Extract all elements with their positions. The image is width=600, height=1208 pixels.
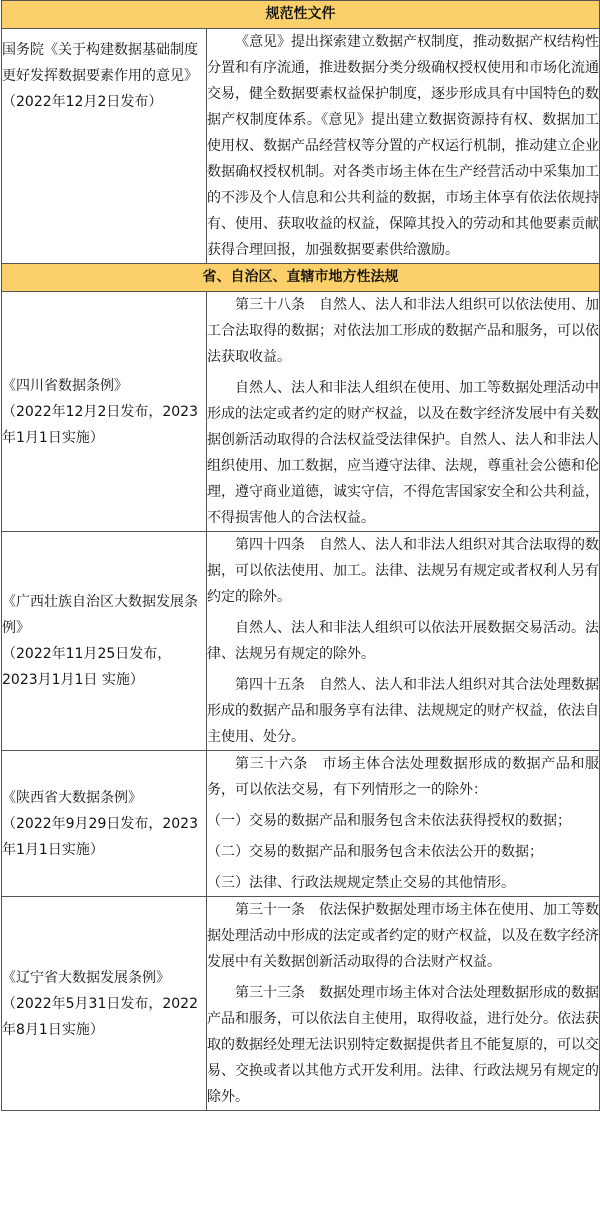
content-paragraph: 自然人、法人和非法人组织可以依法开展数据交易活动。法律、法规另有规定的除外。	[207, 620, 599, 662]
content-paragraph: 第四十五条 自然人、法人和非法人组织对其合法处理数据形成的数据产品和服务享有法律、法规规定的财产权益，依法自主使用、处分。	[207, 677, 599, 745]
content-paragraph: 自然人、法人和非法人组织在使用、加工等数据处理活动中形成的法定或者约定的财产权益，以及在数字经济发展中有关数据创新活动取得的合法权益受法律保护。自然人、法人和非法人组织使用、加工数据，应当遵守法律、法规，尊重社会公德和伦理，遵守商业道德，诚实守信，不得危害国家安全和公共利益，不得损害他人的合法权益。	[207, 380, 599, 526]
document-title: 《陕西省大数据条例》	[2, 789, 142, 806]
document-title-cell	[2, 292, 207, 532]
content-paragraph: 第四十四条 自然人、法人和非法人组织对其合法取得的数据，可以依法使用、加工。法律、法规另有规定或者权利人另有约定的除外。	[207, 537, 599, 605]
table-row	[2, 29, 600, 264]
list-item: （二）交易的数据产品和服务包含未依法公开的数据；	[207, 844, 543, 860]
document-title: 《广西壮族自治区大数据发展条例》	[2, 594, 198, 636]
content-paragraph: 《意见》提出探索建立数据产权制度，推动数据产权结构性分置和有序流通，推进数据分类分级确权授权使用和市场化流通交易，健全数据要素权益保护制度，逐步形成具有中国特色的数据产权制度体系。《意见》提出建立数据资源持有权、数据加工使用权、数据产品经营权等分置的产权运行机制，推动建立企业数据确权授权机制。对各类市场主体在生产经营活动中采集加工的不涉及个人信息和公共利益的数据，市场主体享有依法依规持有、使用、获取收益的权益，保障其投入的劳动和其他要素贡献获得合理回报，加强数据要素供给激励。	[207, 34, 599, 258]
document-content-cell	[207, 751, 600, 897]
document-title-cell	[2, 532, 207, 751]
section-header-local-regulations: 省、自治区、直辖市地方性法规	[2, 264, 600, 292]
document-title-cell	[2, 897, 207, 1111]
table-row	[2, 751, 600, 897]
content-paragraph: 第三十一条 依法保护数据处理市场主体在使用、加工等数据处理活动中形成的法定或者约定的财产权益，以及在数字经济发展中有关数据创新活动取得的合法财产权益。	[207, 902, 599, 970]
section-header-normative-documents: 规范性文件	[2, 1, 600, 29]
document-title: 国务院《关于构建数据基础制度更好发挥数据要素作用的意见》	[2, 42, 198, 84]
document-date: （2022年9月29日发布，2023年1月1日实施）	[2, 815, 198, 858]
document-date: （2022年12月2日发布）	[2, 94, 163, 110]
document-title: 《四川省数据条例》	[2, 377, 128, 394]
regulations-table	[1, 0, 600, 1111]
document-date: （2022年12月2日发布，2023年1月1日实施）	[2, 403, 198, 446]
document-content-cell	[207, 532, 600, 751]
table-row	[2, 897, 600, 1111]
document-content-cell	[207, 29, 600, 264]
content-paragraph: 第三十八条 自然人、法人和非法人组织可以依法使用、加工合法取得的数据；对依法加工形成的数据产品和服务，可以依法获取收益。	[207, 297, 599, 365]
document-title-cell	[2, 29, 207, 264]
document-content-cell	[207, 897, 600, 1111]
table-row	[2, 292, 600, 532]
list-item: （一）交易的数据产品和服务包含未依法获得授权的数据；	[207, 813, 571, 829]
document-title-cell	[2, 751, 207, 897]
document-title: 《辽宁省大数据发展条例》	[2, 969, 170, 986]
table-row	[2, 532, 600, 751]
section-header-row	[2, 264, 600, 292]
document-date: （2022年5月31日发布，2022年8月1日实施）	[2, 995, 198, 1038]
content-paragraph: 第三十六条 市场主体合法处理数据形成的数据产品和服务，可以依法交易，有下列情形之一的除外：	[207, 756, 599, 798]
section-header-row	[2, 1, 600, 29]
document-date: （2022年11月25日发布，2023月1月1日 实施）	[2, 646, 172, 688]
content-paragraph: 第三十三条 数据处理市场主体对合法处理数据形成的数据产品和服务，可以依法自主使用，取得收益，进行处分。依法获取的数据经处理无法识别特定数据提供者且不能复原的，可以交易、交换或者以其他方式开发利用。法律、行政法规另有规定的除外。	[207, 985, 599, 1105]
document-content-cell	[207, 292, 600, 532]
list-item: （三）法律、行政法规规定禁止交易的其他情形。	[207, 875, 515, 891]
